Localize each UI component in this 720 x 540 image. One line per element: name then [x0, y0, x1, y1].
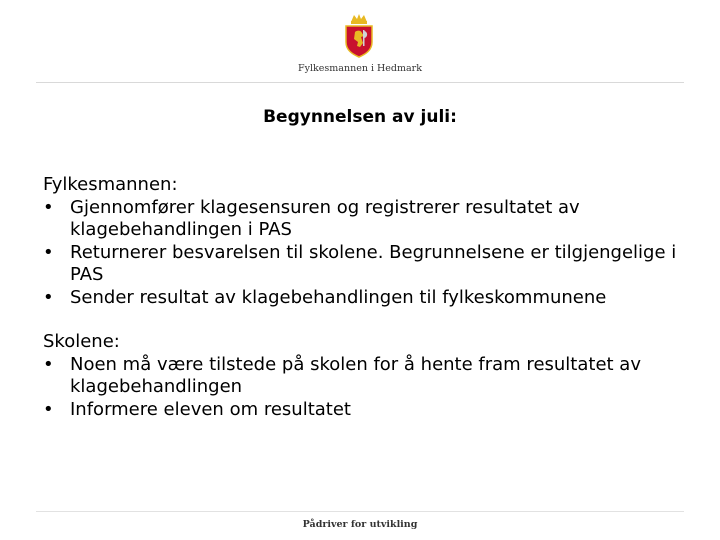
slide-body [43, 174, 683, 421]
coat-of-arms-icon [342, 12, 376, 58]
section-heading: Skolene: [43, 331, 120, 352]
bullet-text: Returnerer besvarelsen til skolene. Begrunnelsene er tilgjengelige i PAS [70, 241, 677, 285]
bullet-list [43, 354, 683, 422]
bullet-text: Gjennomfører klagesensuren og registrerer resultatet av klagebehandlingen i PAS [70, 196, 580, 240]
footer-tagline: Pådriver for utvikling [302, 519, 418, 530]
slide-title: Begynnelsen av juli: [263, 107, 457, 127]
footer-divider [36, 511, 684, 512]
bullet-item [43, 354, 683, 399]
section-skolene [43, 331, 683, 421]
bullet-icon: • [43, 353, 54, 375]
bullet-icon: • [43, 286, 54, 308]
bullet-item [43, 399, 683, 422]
bullet-item [43, 197, 683, 242]
section-fylkesmannen [43, 174, 683, 309]
header-divider [36, 82, 684, 83]
agency-name: Fylkesmannen i Hedmark [298, 63, 422, 74]
bullet-text: Noen må være tilstede på skolen for å hente fram resultatet av klagebehandlingen [70, 353, 641, 397]
bullet-icon: • [43, 398, 54, 420]
bullet-list [43, 197, 683, 310]
section-heading: Fylkesmannen: [43, 174, 178, 195]
bullet-item [43, 287, 683, 310]
bullet-icon: • [43, 241, 54, 263]
bullet-text: Informere eleven om resultatet [70, 398, 351, 420]
bullet-text: Sender resultat av klagebehandlingen til fylkeskommunene [70, 286, 607, 308]
bullet-icon: • [43, 196, 54, 218]
bullet-item [43, 242, 683, 287]
